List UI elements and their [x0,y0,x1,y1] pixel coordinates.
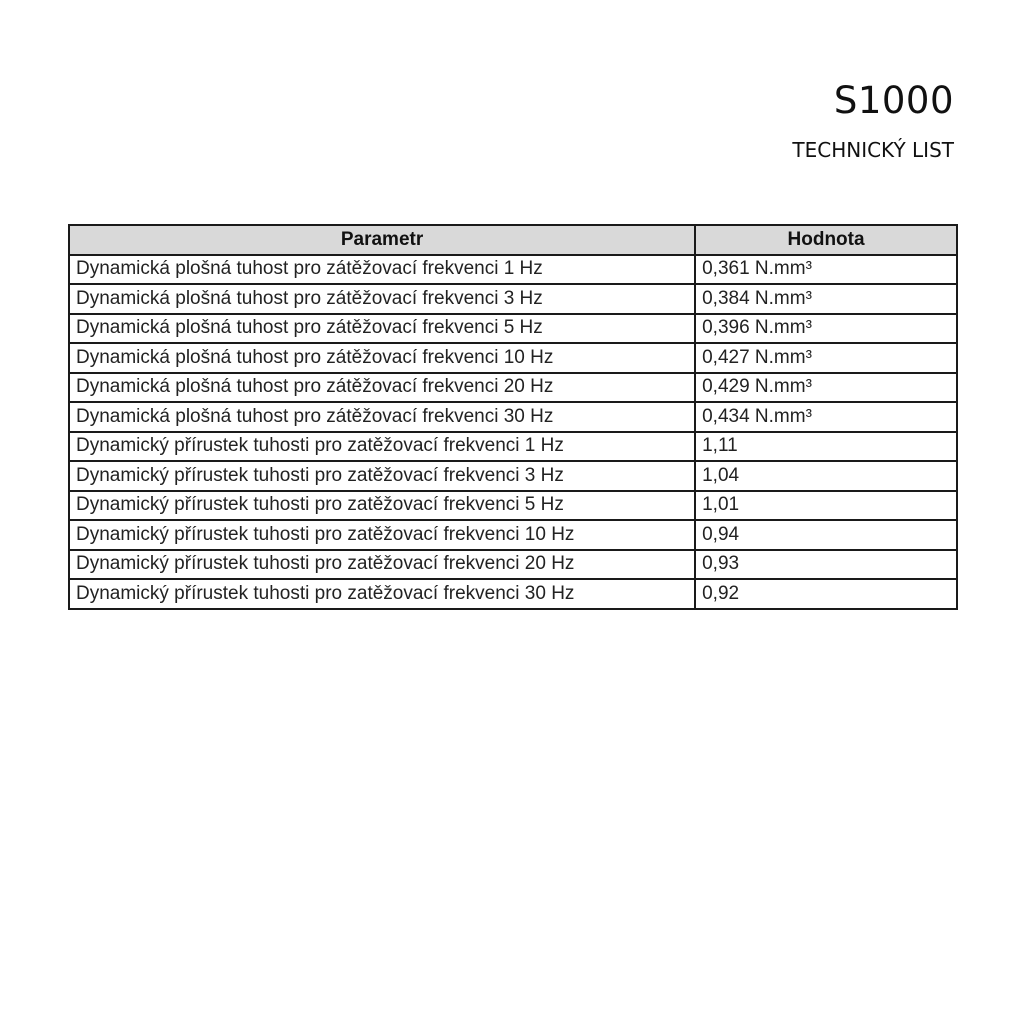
table-row [69,579,957,609]
parameter-cell: Dynamický přírustek tuhosti pro zatěžovací frekvenci 1 Hz [69,432,695,462]
value-cell: 0,94 [695,520,957,550]
value-cell: 0,361 N.mm³ [695,255,957,285]
table-row [69,402,957,432]
value-cell: 1,04 [695,461,957,491]
table-row [69,491,957,521]
value-cell: 1,11 [695,432,957,462]
value-cell: 0,429 N.mm³ [695,373,957,403]
table-row [69,550,957,580]
parameter-cell: Dynamická plošná tuhost pro zátěžovací frekvenci 10 Hz [69,343,695,373]
table-row [69,343,957,373]
table-row [69,432,957,462]
parameter-cell: Dynamická plošná tuhost pro zátěžovací frekvenci 20 Hz [69,373,695,403]
product-title: S1000 [833,79,954,122]
column-header-value: Hodnota [695,225,957,255]
table-row [69,255,957,285]
value-cell: 1,01 [695,491,957,521]
parameter-cell: Dynamická plošná tuhost pro zátěžovací frekvenci 30 Hz [69,402,695,432]
parameter-cell: Dynamický přírustek tuhosti pro zatěžovací frekvenci 10 Hz [69,520,695,550]
table-header-row [69,225,957,255]
table-row [69,314,957,344]
value-cell: 0,427 N.mm³ [695,343,957,373]
parameter-cell: Dynamická plošná tuhost pro zátěžovací frekvenci 3 Hz [69,284,695,314]
table-row [69,520,957,550]
parameter-cell: Dynamická plošná tuhost pro zátěžovací frekvenci 5 Hz [69,314,695,344]
parameter-cell: Dynamická plošná tuhost pro zátěžovací frekvenci 1 Hz [69,255,695,285]
table-row [69,373,957,403]
parameters-table [68,224,958,610]
document-subtitle: TECHNICKÝ LIST [792,138,954,162]
column-header-parameter: Parametr [69,225,695,255]
table-row [69,461,957,491]
table-row [69,284,957,314]
parameter-cell: Dynamický přírustek tuhosti pro zatěžovací frekvenci 3 Hz [69,461,695,491]
value-cell: 0,384 N.mm³ [695,284,957,314]
value-cell: 0,93 [695,550,957,580]
value-cell: 0,92 [695,579,957,609]
parameter-cell: Dynamický přírustek tuhosti pro zatěžovací frekvenci 30 Hz [69,579,695,609]
value-cell: 0,434 N.mm³ [695,402,957,432]
value-cell: 0,396 N.mm³ [695,314,957,344]
parameter-cell: Dynamický přírustek tuhosti pro zatěžovací frekvenci 20 Hz [69,550,695,580]
parameter-cell: Dynamický přírustek tuhosti pro zatěžovací frekvenci 5 Hz [69,491,695,521]
